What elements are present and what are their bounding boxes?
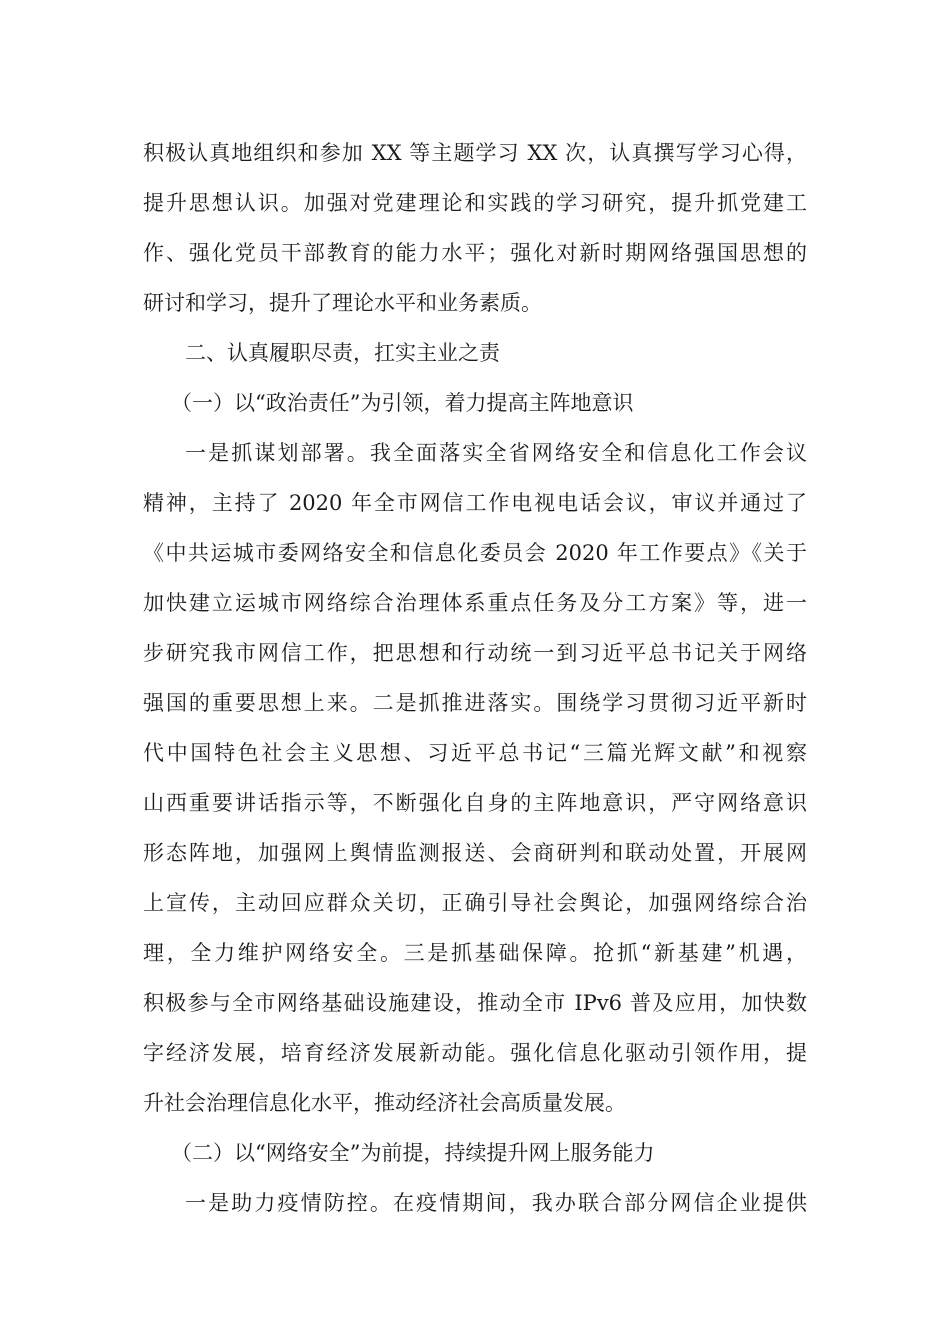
paragraph-line: 强国的重要思想上来。二是抓推进落实。围绕学习贯彻习近平新时	[143, 691, 807, 715]
paragraph-line: 形态阵地，加强网上舆情监测报送、会商研判和联动处置，开展网	[143, 841, 807, 865]
paragraph-line: 步研究我市网信工作，把思想和行动统一到习近平总书记关于网络	[143, 641, 807, 665]
paragraph-line: 升社会治理信息化水平，推动经济社会高质量发展。	[143, 1091, 626, 1115]
subsection-heading: （二）以“网络安全”为前提，持续提升网上服务能力	[171, 1141, 655, 1165]
paragraph-line: 字经济发展，培育经济发展新动能。强化信息化驱动引领作用，提	[143, 1041, 807, 1065]
paragraph-line: 上宣传，主动回应群众关切，正确引导社会舆论，加强网络综合治	[143, 891, 807, 915]
paragraph-line: 一是助力疫情防控。在疫情期间，我办联合部分网信企业提供	[185, 1191, 807, 1215]
paragraph-line: 研讨和学习，提升了理论水平和业务素质。	[143, 291, 542, 315]
paragraph-line: 积极认真地组织和参加 XX 等主题学习 XX 次，认真撰写学习心得，	[143, 141, 807, 165]
paragraph-line: 一是抓谋划部署。我全面落实全省网络安全和信息化工作会议	[185, 441, 807, 465]
paragraph-line: 精神，主持了 2020 年全市网信工作电视电话会议，审议并通过了	[143, 491, 807, 515]
paragraph-line: 加快建立运城市网络综合治理体系重点任务及分工方案》等，进一	[143, 591, 807, 615]
paragraph-line: 理，全力维护网络安全。三是抓基础保障。抢抓“新基建”机遇，	[143, 941, 807, 965]
paragraph-line: 提升思想认识。加强对党建理论和实践的学习研究，提升抓党建工	[143, 191, 807, 215]
paragraph-line: 《中共运城市委网络安全和信息化委员会 2020 年工作要点》《关于	[143, 541, 807, 565]
paragraph-line: 积极参与全市网络基础设施建设，推动全市 IPv6 普及应用，加快数	[143, 991, 807, 1015]
paragraph-line: 山西重要讲话指示等，不断强化自身的主阵地意识，严守网络意识	[143, 791, 807, 815]
subsection-heading: （一）以“政治责任”为引领，着力提高主阵地意识	[171, 391, 634, 415]
section-heading: 二、认真履职尽责，扛实主业之责	[185, 341, 500, 365]
document-body	[143, 128, 807, 1228]
paragraph-line: 代中国特色社会主义思想、习近平总书记“三篇光辉文献”和视察	[143, 741, 807, 765]
paragraph-line: 作、强化党员干部教育的能力水平；强化对新时期网络强国思想的	[143, 241, 807, 265]
